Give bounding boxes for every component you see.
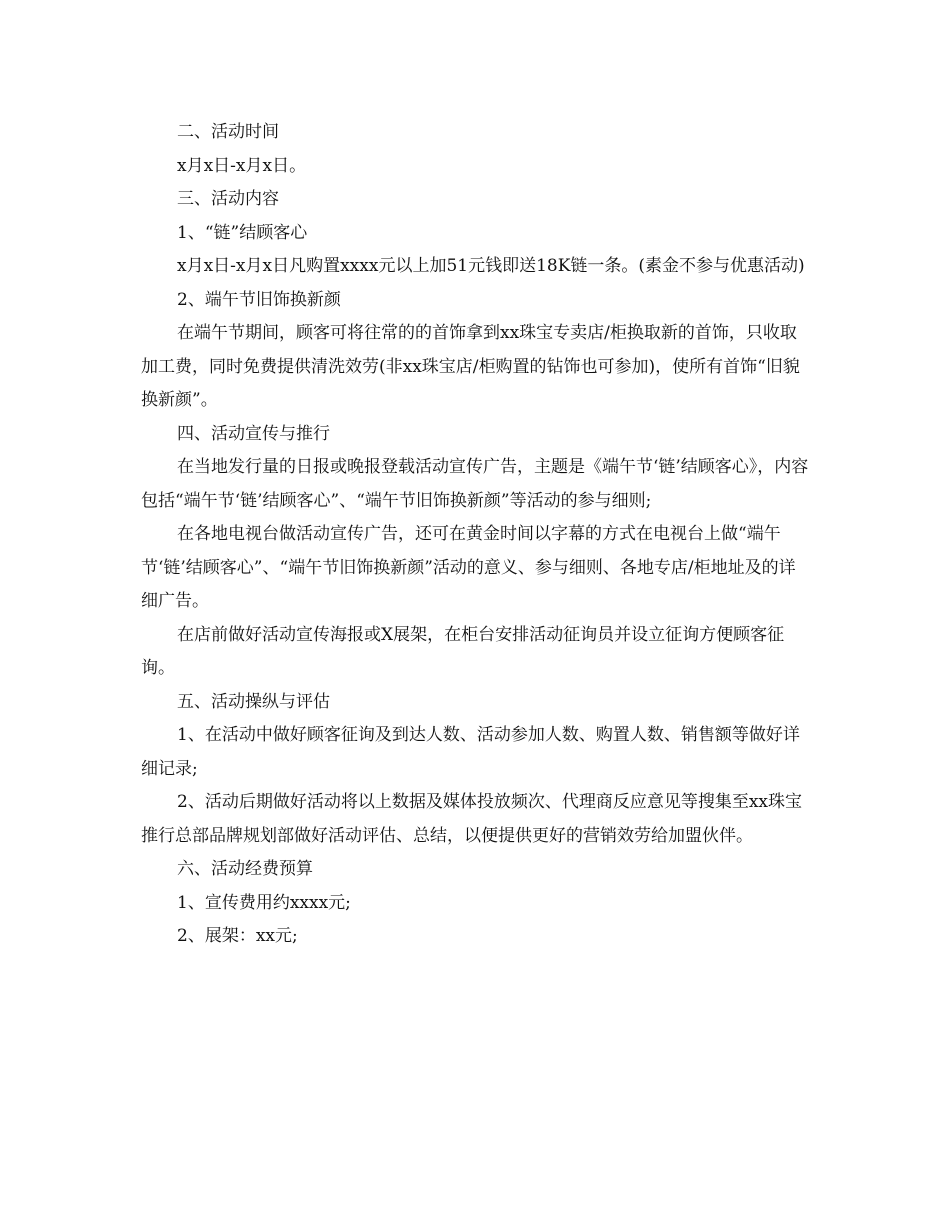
subheading-old-for-new: 2、端午节旧饰换新颜 bbox=[177, 289, 341, 310]
paragraph-store-display: 在店前做好活动宣传海报或X展架，在柜台安排活动征询员并设立征询方便顾客征询。 bbox=[141, 624, 785, 678]
budget-item-promotion: 1、宣传费用约xxxx元; bbox=[177, 892, 351, 913]
paragraph-newspaper-ad: 在当地发行量的日报或晚报登载活动宣传广告，主题是《端午节‘链’结顾客心》，内容包括“端午节‘链’结顾客心”、“端午节旧饰换新颜”等活动的参与细则; bbox=[141, 457, 809, 511]
section-heading-control-evaluation: 五、活动操纵与评估 bbox=[177, 691, 330, 712]
section-heading-activity-time: 二、活动时间 bbox=[177, 122, 279, 142]
budget-item-display-stand: 2、展架：xx元; bbox=[177, 926, 298, 946]
activity-date-range: x月x日-x月x日。 bbox=[177, 155, 307, 176]
subheading-chain-customer: 1、“链”结顾客心 bbox=[177, 222, 308, 243]
paragraph-evaluation: 2、活动后期做好活动将以上数据及媒体投放频次、代理商反应意见等搜集至xx珠宝推行总部品牌规划部做好活动评估、总结，以便提供更好的营销效劳给加盟伙伴。 bbox=[141, 792, 802, 846]
section-heading-activity-content: 三、活动内容 bbox=[177, 189, 279, 209]
paragraph-chain-offer: x月x日-x月x日凡购置xxxx元以上加51元钱即送18K链一条。(素金不参与优惠活动) bbox=[177, 256, 805, 276]
paragraph-record-keeping: 1、在活动中做好顾客征询及到达人数、活动参加人数、购置人数、销售额等做好详细记录; bbox=[141, 725, 800, 779]
document-body bbox=[141, 116, 811, 954]
paragraph-tv-ad: 在各地电视台做活动宣传广告，还可在黄金时间以字幕的方式在电视台上做“端午节‘链’结顾客心”、“端午节旧饰换新颜”活动的意义、参与细则、各地专店/柜地址及的详细广告。 bbox=[141, 524, 796, 611]
section-heading-budget: 六、活动经费预算 bbox=[177, 859, 313, 879]
section-heading-promotion: 四、活动宣传与推行 bbox=[177, 423, 330, 444]
paragraph-old-for-new: 在端午节期间，顾客可将往常的的首饰拿到xx珠宝专卖店/柜换取新的首饰，只收取加工费，同时免费提供清洗效劳(非xx珠宝店/柜购置的钻饰也可参加)，使所有首饰“旧貌换新颜”。 bbox=[141, 323, 800, 410]
